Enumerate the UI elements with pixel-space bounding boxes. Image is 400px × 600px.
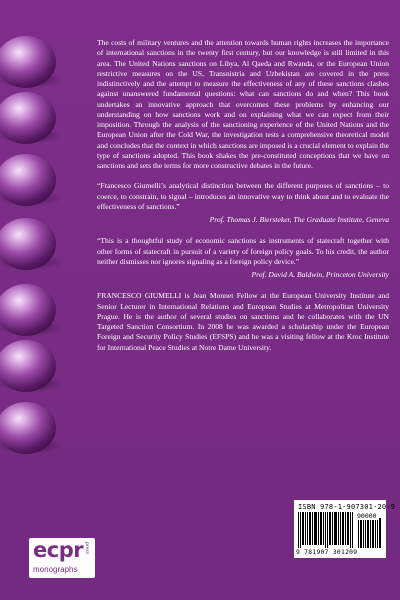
- sphere-1: [0, 36, 64, 88]
- publisher-logo-main: ecpr: [33, 538, 84, 562]
- endorsement-attribution-1: Prof. Thomas J. Biersteker, The Graduate Institute, Geneva: [209, 215, 389, 224]
- endorsement-quote-1: “Francesco Giumelli’s analytical distinction between the different purposes of sanctions – to coerce, to constrain, to signal – introduces an innovative way to think about and to evaluate the effectiveness of sanctions.”: [97, 181, 389, 211]
- author-bio: FRANCESCO GIUMELLI is Jean Monnet Fellow at the European University Institute and Senior Lecturer in International Relations and European Studies at Metropolitan University Prague. He is the author of several studies on sanctions and he collaborates with the UN Targeted Sanction Consortium. In 2008 he was awarded a scholarship under the European Foreign and Security Policy Studies (EFSPS) and he was a visiting fellow at the Kroc Institute for International Peace Studies at Notre Dame University.: [97, 291, 389, 352]
- isbn-barcode: [294, 500, 396, 558]
- sphere-3: [0, 154, 64, 206]
- endorsement-quote-2: “This is a thoughtful study of economic sanctions as instruments of statecraft together with other forms of statecraft in pursuit of a variety of foreign policy goals. To his credit, the author neither dismisses nor ignores signaling as a foreign policy device.”: [97, 236, 389, 266]
- barcode-ean-digits: 9 781907 301209: [296, 549, 358, 556]
- sphere-4: [0, 218, 64, 270]
- publisher-logo-series: monographs: [33, 565, 78, 574]
- publisher-logo-press: press: [84, 542, 89, 555]
- barcode-addon-digits: 90000: [357, 512, 377, 520]
- isbn-label: ISBN 978-1-907301-20-9: [298, 503, 396, 511]
- back-cover-text: [97, 38, 389, 353]
- decorative-spheres: [0, 0, 90, 600]
- publisher-logo: [29, 538, 95, 578]
- sphere-7: [0, 402, 64, 454]
- book-description: The costs of military ventures and the attention towards human rights increases the importance of international sanctions in the twenty first century, but our knowledge is still limited in this area. The United Nations sanctions on Libya, Al Qaeda and Rwanda, or the European Union restrictive measures on the US, Transnistria and Uzbekistan are covered in the press indistinctively and the attempt to measure the effectiveness of any of these sanctions clashes against unanswered fundamental questions: what can sanctions do and when? This book undertakes an innovative approach that overcomes these problems by enhancing our understanding on how sanctions work and on explaining what we can expect from their imposition. Through the analysis of the sanctioning experience of the United Nations and the European Union after the Cold War, the investigation tests a comprehensive theoretical model and concludes that the context in which sanctions are imposed is a crucial element to explain the type of sanctions adopted. This book shakes the pre-constituted conceptions that we have on sanctions and sets the terms for more constructive debates in the future.: [97, 38, 389, 170]
- endorsement-attribution-2: Prof. David A. Baldwin, Princeton University: [251, 270, 389, 279]
- sphere-2: [0, 92, 64, 144]
- sphere-5: [0, 284, 64, 336]
- sphere-6: [0, 340, 64, 392]
